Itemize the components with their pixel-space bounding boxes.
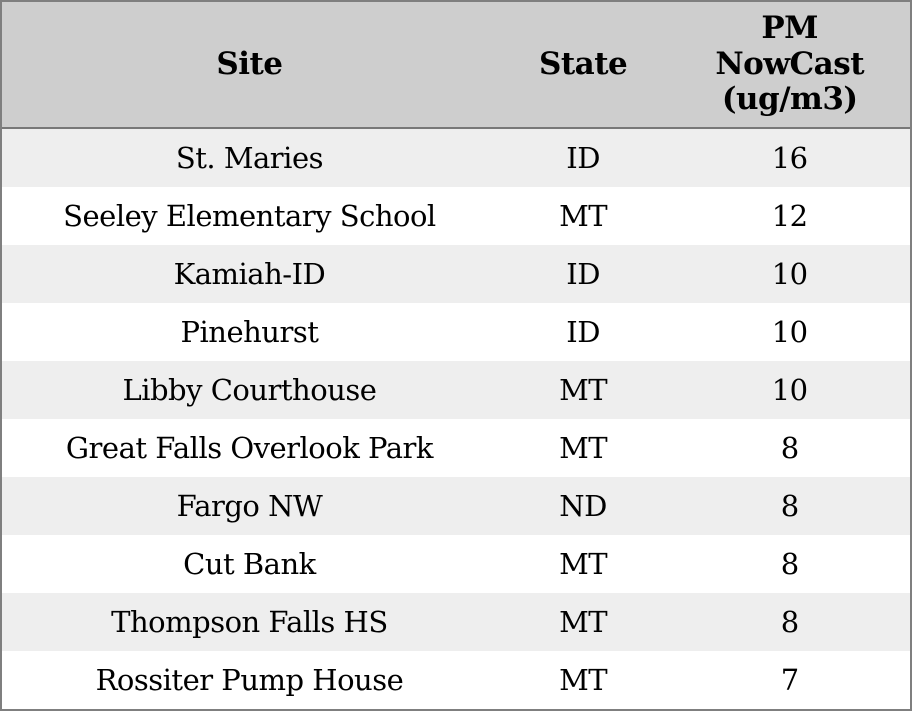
cell-state: ID bbox=[566, 315, 600, 349]
cell-site: Thompson Falls HS bbox=[111, 605, 388, 639]
column-header-pm-nowcast-label: PM NowCast (ug/m3) bbox=[715, 9, 865, 118]
cell-state: MT bbox=[559, 431, 608, 465]
cell-state: MT bbox=[559, 199, 608, 233]
cell-pm-nowcast: 10 bbox=[771, 373, 808, 407]
cell-pm-nowcast: 8 bbox=[780, 431, 799, 465]
column-header-site bbox=[2, 2, 497, 129]
cell-state: ID bbox=[566, 141, 600, 175]
cell-pm-nowcast: 8 bbox=[780, 605, 799, 639]
cell-site: Cut Bank bbox=[183, 547, 316, 581]
cell-site: Pinehurst bbox=[180, 315, 319, 349]
table-row bbox=[2, 477, 910, 535]
table-row bbox=[2, 187, 910, 245]
cell-site: Fargo NW bbox=[176, 489, 323, 523]
cell-state: ND bbox=[559, 489, 607, 523]
cell-state: MT bbox=[559, 373, 608, 407]
table-body bbox=[2, 129, 910, 709]
column-header-pm-nowcast bbox=[669, 2, 910, 129]
cell-pm-nowcast: 8 bbox=[780, 547, 799, 581]
cell-pm-nowcast: 16 bbox=[771, 141, 808, 175]
table-row bbox=[2, 419, 910, 477]
cell-pm-nowcast: 12 bbox=[771, 199, 808, 233]
table-row bbox=[2, 651, 910, 709]
cell-site: Kamiah-ID bbox=[173, 257, 326, 291]
cell-site: Great Falls Overlook Park bbox=[65, 431, 433, 465]
cell-site: Libby Courthouse bbox=[122, 373, 377, 407]
table-row bbox=[2, 535, 910, 593]
cell-state: MT bbox=[559, 605, 608, 639]
cell-pm-nowcast: 7 bbox=[780, 663, 799, 697]
cell-site: Seeley Elementary School bbox=[63, 199, 436, 233]
table-row bbox=[2, 303, 910, 361]
cell-state: MT bbox=[559, 547, 608, 581]
column-header-site-label: Site bbox=[216, 45, 283, 82]
header-row bbox=[2, 2, 910, 129]
cell-pm-nowcast: 10 bbox=[771, 257, 808, 291]
cell-pm-nowcast: 10 bbox=[771, 315, 808, 349]
cell-site: St. Maries bbox=[175, 141, 323, 175]
table-row bbox=[2, 593, 910, 651]
column-header-state bbox=[497, 2, 670, 129]
column-header-state-label: State bbox=[538, 45, 628, 82]
table-row bbox=[2, 245, 910, 303]
table-header bbox=[2, 2, 910, 129]
cell-state: ID bbox=[566, 257, 600, 291]
cell-pm-nowcast: 8 bbox=[780, 489, 799, 523]
table-row bbox=[2, 361, 910, 419]
table-row bbox=[2, 129, 910, 187]
cell-state: MT bbox=[559, 663, 608, 697]
cell-site: Rossiter Pump House bbox=[95, 663, 404, 697]
